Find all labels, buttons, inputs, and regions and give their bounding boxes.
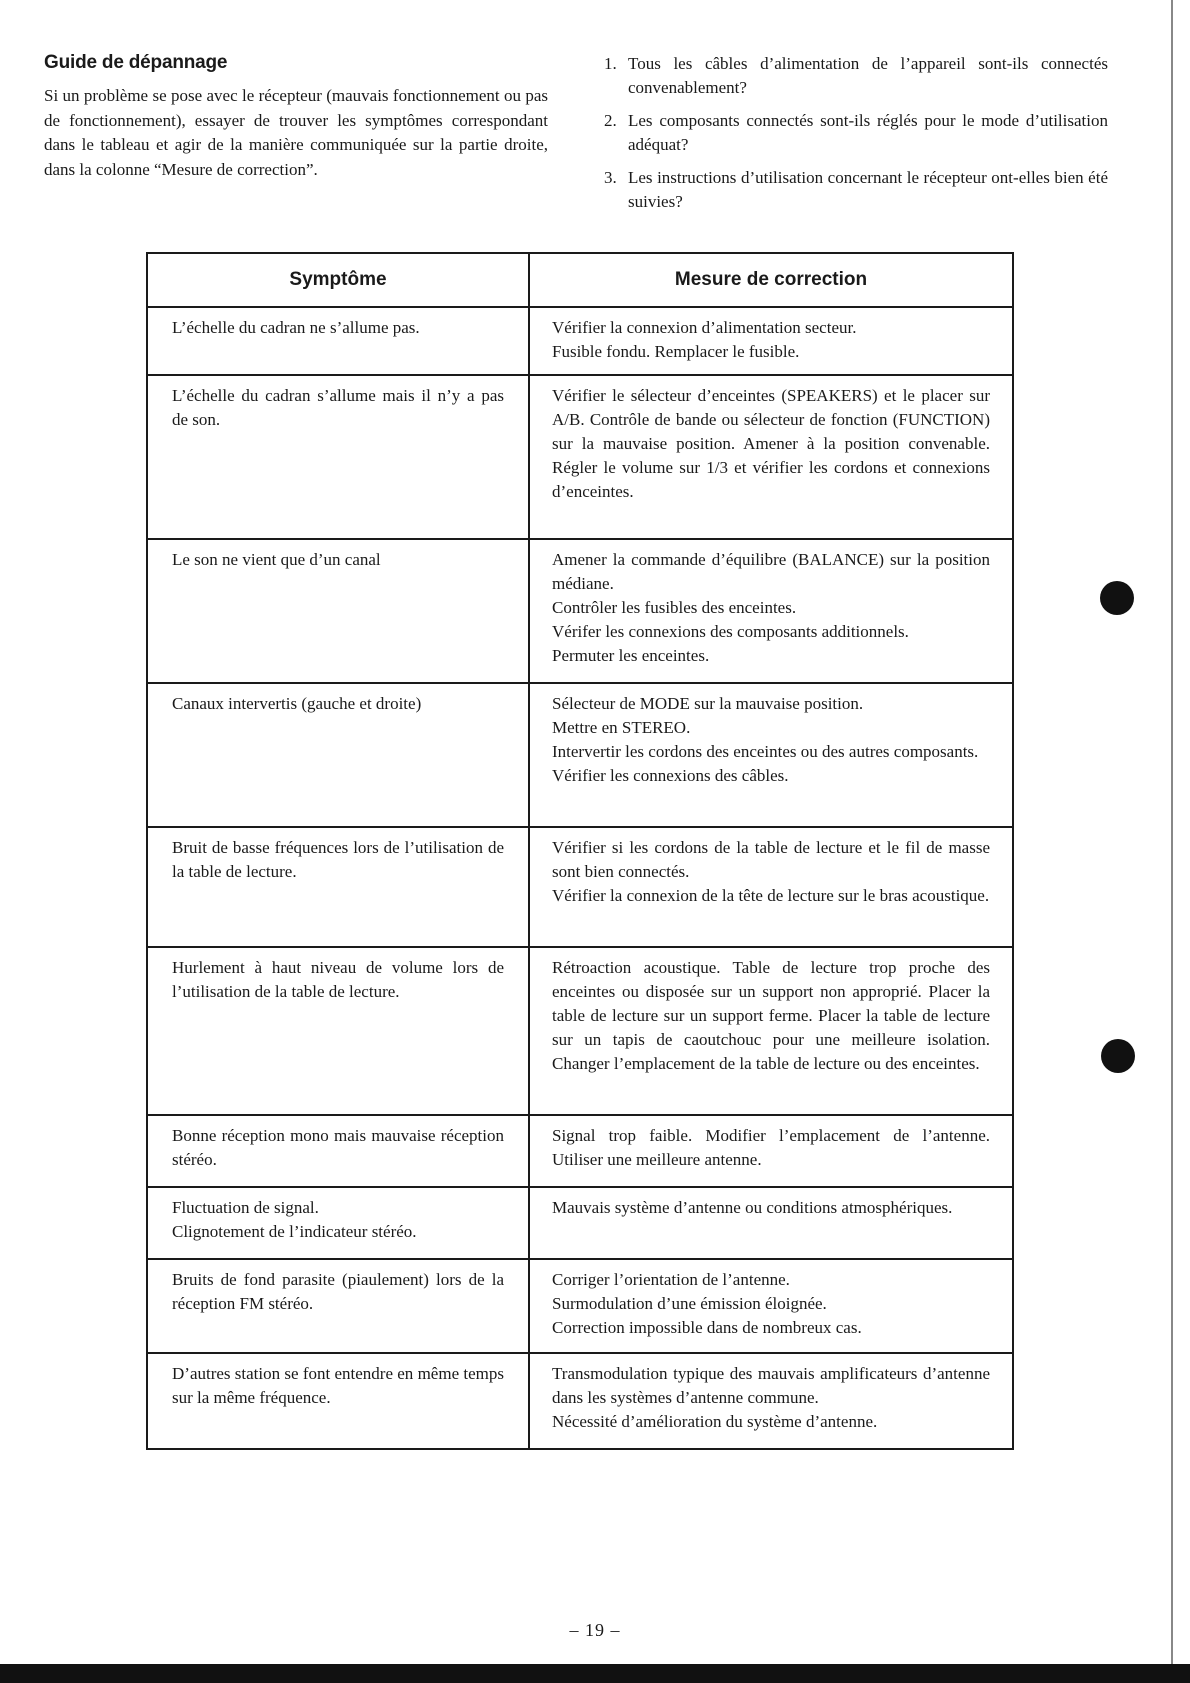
symptom-text: L’échelle du cadran ne s’allume pas. [172,318,420,337]
correction-text: Contrôler les fusibles des enceintes. [552,598,797,617]
correction-text: Vérifer les connexions des composants additionnels. [552,622,909,641]
table-row [147,683,1013,827]
symptom-text: Clignotement de l’indicateur stéréo. [172,1222,417,1241]
table-row [147,1259,1013,1353]
correction-text: Mauvais système d’antenne ou conditions atmosphériques. [552,1198,953,1217]
table-row [147,827,1013,947]
checklist-item [604,52,1108,100]
troubleshooting-table [146,252,1014,1450]
checklist [604,52,1108,223]
intro-paragraph: Si un problème se pose avec le récepteur (mauvais fonctionnement ou pas de fonctionnement), essayer de trouver les symptômes correspondant dans le tableau et agir de la manière communiquée sur la partie droite, dans la colonne “Mesure de correction”. [44,86,548,179]
correction-text: Vérifier la connexion de la tête de lecture sur le bras acoustique. [552,886,990,905]
correction-text: Signal trop faible. Modifier l’emplacement de l’antenne. Utiliser une meilleure antenne. [552,1126,990,1169]
binder-hole-marker [1101,1039,1135,1073]
checklist-item [604,166,1108,214]
correction-cell [529,375,1013,539]
correction-cell [529,1353,1013,1449]
header-correction: Mesure de correction [529,253,1013,307]
symptom-text: Bruits de fond parasite (piaulement) lors de la réception FM stéréo. [172,1270,504,1313]
section-title: Guide de dépannage [44,52,228,73]
table-row [147,1353,1013,1449]
symptom-text: Bruit de basse fréquences lors de l’utilisation de la table de lecture. [172,838,504,881]
checklist-text: Les instructions d’utilisation concernant le récepteur ont-elles bien été suivies? [628,168,1108,211]
table-header-row [147,253,1013,307]
correction-text: Corriger l’orientation de l’antenne. [552,1270,790,1289]
symptom-text: Bonne réception mono mais mauvaise réception stéréo. [172,1126,504,1169]
correction-text: Nécessité d’amélioration du système d’antenne. [552,1412,878,1431]
correction-text: Intervertir les cordons des enceintes ou des autres composants. [552,742,979,761]
checklist-text: Tous les câbles d’alimentation de l’appareil sont-ils connectés convenablement? [628,54,1108,97]
table-row [147,375,1013,539]
table-row [147,539,1013,683]
scan-bottom-edge [0,1664,1190,1683]
symptom-cell [147,1259,529,1353]
correction-text: Sélecteur de MODE sur la mauvaise position. [552,694,864,713]
symptom-cell [147,1187,529,1259]
correction-cell [529,683,1013,827]
correction-cell [529,1115,1013,1187]
correction-cell [529,539,1013,683]
correction-text: Fusible fondu. Remplacer le fusible. [552,342,800,361]
binder-hole-marker [1100,581,1134,615]
correction-text: Rétroaction acoustique. Table de lecture trop proche des enceintes ou disposée sur un support non approprié. Placer la table de lecture sur un support ferme. Placer la table de lecture sur un tapis de caoutchouc pour une meilleure isolation. Changer l’emplacement de la table de lecture ou des enceintes. [552,958,990,1073]
page-number: – 19 – [569,1620,621,1640]
symptom-text: Hurlement à haut niveau de volume lors de l’utilisation de la table de lecture. [172,958,504,1001]
table-row [147,1187,1013,1259]
checklist-number: 1. [604,54,617,73]
correction-text: Vérifier les connexions des câbles. [552,766,789,785]
scan-edge-line [1171,0,1173,1683]
table-row [147,307,1013,375]
correction-text: Vérifier si les cordons de la table de lecture et le fil de masse sont bien connectés. [552,838,990,881]
symptom-cell [147,1353,529,1449]
checklist-number: 3. [604,168,617,187]
checklist-text: Les composants connectés sont-ils réglés pour le mode d’utilisation adéquat? [628,111,1108,154]
table-body [147,307,1013,1449]
correction-text: Transmodulation typique des mauvais amplificateurs d’antenne dans les systèmes d’antenne commune. [552,1364,990,1407]
symptom-text: Le son ne vient que d’un canal [172,550,381,569]
troubleshooting-table-wrap [146,252,1012,1450]
header-symptom: Symptôme [147,253,529,307]
correction-text: Mettre en STEREO. [552,718,691,737]
symptom-cell [147,307,529,375]
correction-cell [529,827,1013,947]
table-row [147,947,1013,1115]
correction-cell [529,307,1013,375]
symptom-cell [147,827,529,947]
correction-text: Permuter les enceintes. [552,646,710,665]
correction-text: Amener la commande d’équilibre (BALANCE) sur la position médiane. [552,550,990,593]
table-row [147,1115,1013,1187]
symptom-cell [147,539,529,683]
symptom-cell [147,1115,529,1187]
symptom-cell [147,947,529,1115]
symptom-text: L’échelle du cadran s’allume mais il n’y a pas de son. [172,386,504,429]
correction-text: Surmodulation d’une émission éloignée. [552,1294,827,1313]
correction-text: Vérifier la connexion d’alimentation secteur. [552,318,857,337]
checklist-number: 2. [604,111,617,130]
correction-text: Vérifier le sélecteur d’enceintes (SPEAKERS) et le placer sur A/B. Contrôle de bande ou sélecteur de fonction (FUNCTION) sur la mauvaise position. Amener à la position convenable. Régler le volume sur 1/3 et vérifier les cordons et connexions d’enceintes. [552,386,990,501]
symptom-text: D’autres station se font entendre en même temps sur la même fréquence. [172,1364,504,1407]
intro-section [44,52,548,182]
symptom-cell [147,375,529,539]
symptom-text: Fluctuation de signal. [172,1198,319,1217]
correction-text: Correction impossible dans de nombreux cas. [552,1318,862,1337]
symptom-cell [147,683,529,827]
correction-cell [529,947,1013,1115]
symptom-text: Canaux intervertis (gauche et droite) [172,694,422,713]
correction-cell [529,1187,1013,1259]
checklist-item [604,109,1108,157]
correction-cell [529,1259,1013,1353]
